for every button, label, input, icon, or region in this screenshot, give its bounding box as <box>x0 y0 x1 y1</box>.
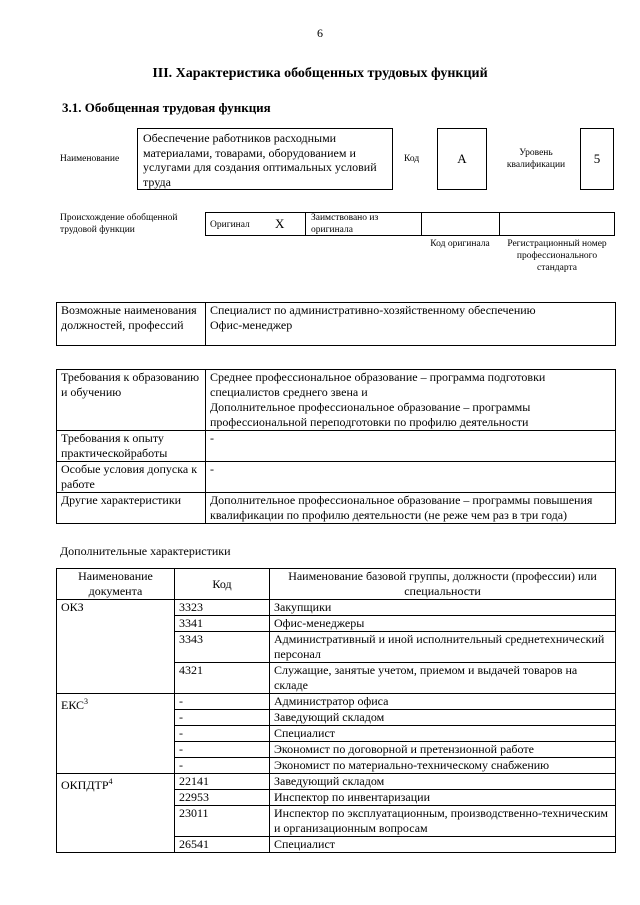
req-line: Среднее профессиональное образование – программа подготовки специалистов среднего звена и <box>210 370 546 399</box>
req-label-other: Другие характеристики <box>57 493 206 524</box>
code-cell: 3323 <box>175 600 270 616</box>
code-cell: 22953 <box>175 790 270 806</box>
header-code: Код <box>175 569 270 600</box>
table-row <box>57 694 616 710</box>
name-cell: Административный и иной исполнительный среднетехнический персонал <box>270 632 616 663</box>
name-cell: Экономист по договорной и претензионной работе <box>270 742 616 758</box>
req-label-experience: Требования к опыту практическойработы <box>57 431 206 462</box>
table-row <box>57 600 616 616</box>
name-label: Наименование <box>60 154 120 164</box>
name-cell: Инспектор по инвентаризации <box>270 790 616 806</box>
positions-table <box>56 302 616 346</box>
additional-table <box>56 568 616 853</box>
page-number: 6 <box>317 26 323 40</box>
name-cell: Заведующий складом <box>270 710 616 726</box>
doc-name: ОКПДТР <box>61 778 109 792</box>
function-code-value: A <box>437 128 487 190</box>
code-original-label: Код оригинала <box>430 239 490 249</box>
header-doc: Наименование документа <box>57 569 175 600</box>
req-value-other: Дополнительное профессиональное образование – программы повышения квалификации по профилю деятельности (не реже чем раз в три года) <box>206 493 616 524</box>
footnote-ref: 3 <box>84 697 89 706</box>
original-mark: X <box>275 216 285 231</box>
req-value-education <box>206 370 616 431</box>
additional-title: Дополнительные характеристики <box>60 544 231 558</box>
section-title: III. Характеристика обобщенных трудовых функций <box>152 66 488 81</box>
table-row <box>57 774 616 790</box>
name-cell: Администратор офиса <box>270 694 616 710</box>
subsection-title: 3.1. Обобщенная трудовая функция <box>62 100 271 115</box>
code-cell: 22141 <box>175 774 270 790</box>
code-cell: - <box>175 726 270 742</box>
req-value-conditions: - <box>206 462 616 493</box>
code-cell: 26541 <box>175 837 270 853</box>
footnote-ref: 4 <box>108 777 113 786</box>
code-label: Код <box>404 154 420 164</box>
req-label-conditions: Особые условия допуска к работе <box>57 462 206 493</box>
doc-cell <box>57 600 175 694</box>
positions-label: Возможные наименования должностей, профессий <box>57 303 206 346</box>
code-cell: - <box>175 710 270 726</box>
req-value-experience: - <box>206 431 616 462</box>
level-value: 5 <box>580 128 614 190</box>
code-cell: 23011 <box>175 806 270 837</box>
level-label: Уровень квалификации <box>506 148 566 170</box>
positions-values <box>206 303 616 346</box>
origin-label: Происхождение обобщенной трудовой функции <box>60 213 178 235</box>
function-name-value: Обеспечение работников расходными материалами, товарами, оборудованием и услугами для создания оптимальных условий труда <box>137 128 393 190</box>
original-label: Оригинал <box>210 220 250 230</box>
borrowed-label: Заимствовано из оригинала <box>311 213 379 235</box>
code-cell: - <box>175 694 270 710</box>
name-cell: Инспектор по эксплуатационным, производственно-техническим и организационным вопросам <box>270 806 616 837</box>
reg-number-label: Регистрационный номер профессионального стандарта <box>507 239 607 273</box>
req-label-education: Требования к образованию и обучению <box>57 370 206 431</box>
doc-cell <box>57 694 175 774</box>
req-line: Дополнительное профессиональное образование – программы профессиональной переподготовки по профилю деятельности <box>210 400 531 429</box>
name-cell: Заведующий складом <box>270 774 616 790</box>
requirements-table <box>56 369 616 524</box>
name-cell: Специалист <box>270 837 616 853</box>
code-cell: - <box>175 758 270 774</box>
name-cell: Специалист <box>270 726 616 742</box>
position-item: Офис-менеджер <box>210 318 293 332</box>
code-cell: 4321 <box>175 663 270 694</box>
doc-name: ОКЗ <box>61 600 84 614</box>
header-name: Наименование базовой группы, должности (профессии) или специальности <box>270 569 616 600</box>
origin-row <box>205 212 615 237</box>
name-cell: Служащие, занятые учетом, приемом и выдачей товаров на складе <box>270 663 616 694</box>
name-cell: Офис-менеджеры <box>270 616 616 632</box>
code-cell: - <box>175 742 270 758</box>
name-cell: Закупщики <box>270 600 616 616</box>
doc-name: ЕКС <box>61 698 85 712</box>
position-item: Специалист по административно-хозяйственному обеспечению <box>210 303 536 317</box>
code-cell: 3343 <box>175 632 270 663</box>
name-cell: Экономист по материально-техническому снабжению <box>270 758 616 774</box>
code-cell: 3341 <box>175 616 270 632</box>
doc-cell <box>57 774 175 853</box>
